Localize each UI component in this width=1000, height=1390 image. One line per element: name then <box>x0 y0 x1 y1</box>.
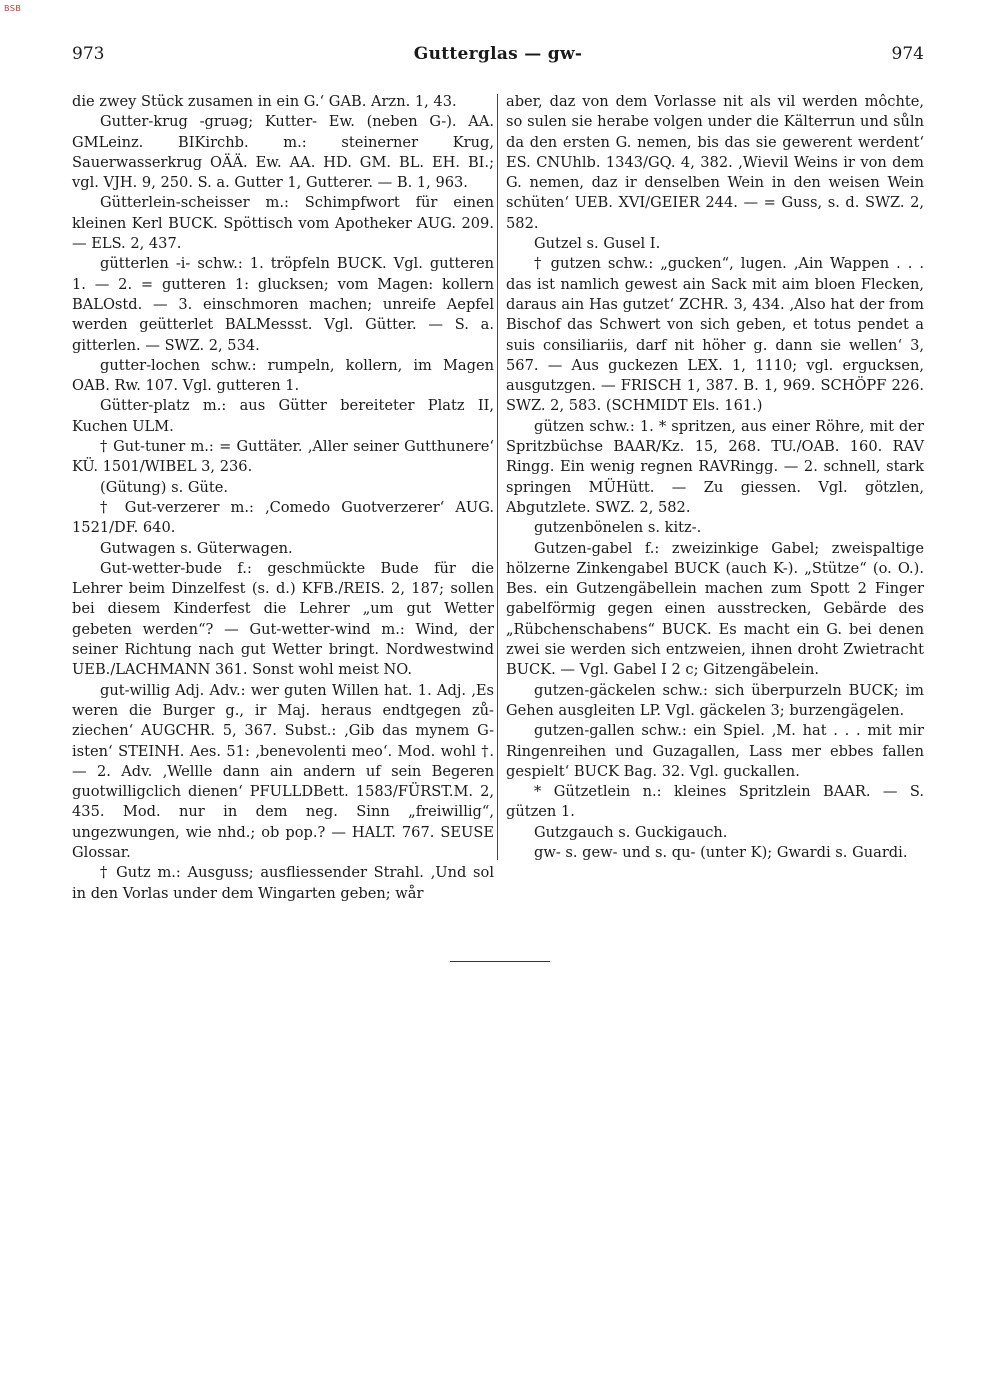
entry-gutzen-gallen: gutzen-gallen schw.: ein Spiel. ‚M. hat . . . mit mir Ringenreihen und Guzagallen, Lass mer ebbes fallen gespielt‘ BUCK Bag. 32. Vgl. guckallen. <box>506 722 924 780</box>
entry-guetterlein-scheisser: Gütterlein-scheisser m.: Schimpfwort für einen kleinen Kerl BUCK. Spöttisch vom Apotheker AUG. 209. — ELS. 2, 437. <box>72 194 494 253</box>
entry-gutzenboenelen: gutzenbönelen s. kitz-. <box>534 519 702 537</box>
entry-guetterlen: gütterlen -i- schw.: 1. tröpfeln BUCK. Vgl. gutteren 1. — 2. = gutteren 1: glucksen; vom Magen: kollern BALOstd. — 3. einschmoren machen; unreife Aepfel werden geütterlet BALMessst. Vgl. Gütter. — S. a. gitterlen. — SWZ. 2, 534. <box>72 255 494 354</box>
left-page-number: 973 <box>72 44 105 64</box>
left-column <box>72 92 494 904</box>
end-rule <box>450 961 550 962</box>
column-divider <box>497 94 498 860</box>
entry-gw: gw- s. gew- und s. qu- (unter K); Gwardi s. Guardi. <box>534 843 908 861</box>
entry-gutzen: † gutzen schw.: „gucken“, lugen. ‚Ain Wappen . . . das ist namlich gewest ain Sack mit aim bloen Flecken, daraus ain Has gutzet‘ ZCHR. 3, 434. ‚Also hat der from Bischof das Schwert von sich geben, et totus pendet a suis consiliariis, darf nit höher g. dann sie wellen‘ 3, 567. — Aus guckezen LEX. 1, 1110; vgl. ergucksen, ausgutzgen. — FRISCH 1, 387. B. 1, 969. SCHÖPF 226. SWZ. 2, 583. (SCHMIDT Els. 161.) <box>506 255 924 415</box>
entry-gutter-krug: Gutter-krug -gruəg; Kutter- Ew. (neben G-). AA. GMLeinz. BIKirchb. m.: steinerner Krug, Sauerwasserkrug OÄÄ. Ew. AA. HD. GM. BL. EH. BI.; vgl. VJH. 9, 250. S. a. Gutter 1, Gutterer. — B. 1, 963. <box>72 113 494 192</box>
entry-gut-wetter-bude: Gut-wetter-bude f.: geschmückte Bude für die Lehrer beim Dinzelfest (s. d.) KFB./REIS. 2, 187; sollen bei diesem Kinderfest die Lehrer „um gut Wetter gebeten werden“? — Gut-wetter-wind m.: Wind, der seiner Richtung nach gut Wetter bringt. Nordwestwind UEB./LACHMANN 361. Sonst wohl meist NO. <box>72 559 494 679</box>
entry-gut-tuner: † Gut-tuner m.: = Guttäter. ‚Aller seiner Gutthunere‘ KÜ. 1501/WIBEL 3, 236. <box>72 438 494 476</box>
right-column <box>506 92 924 863</box>
library-stamp: BSB <box>4 4 22 13</box>
entry-guetzen: gützen schw.: 1. * spritzen, aus einer Röhre, mit der Spritzbüchse BAAR/Kz. 15, 268. TU./OAB. 160. RAV Ringg. Ein wenig regnen RAVRingg. — 2. schnell, stark springen MÜHütt. — Zu giessen. Vgl. götzlen, Abgutzlete. SWZ. 2, 582. <box>506 417 924 516</box>
entry-gutzen-gaeckelen: gutzen-gäckelen schw.: sich überpurzeln BUCK; im Gehen ausgleiten LP. Vgl. gäckelen 3; burzengägelen. <box>506 681 924 719</box>
entry-guetzetlein: * Gützetlein n.: kleines Spritzlein BAAR. — S. gützen 1. <box>506 783 924 821</box>
running-title: Gutterglas — gw- <box>413 44 583 64</box>
page-header <box>72 44 924 74</box>
entry-gutzel: Gutzel s. Gusel I. <box>534 235 661 253</box>
entry-gutzen-gabel: Gutzen-gabel f.: zweizinkige Gabel; zweispaltige hölzerne Zinkengabel BUCK (auch K-). „Stütze“ (o. O.). Bes. ein Gutzengäbellein machen zum Spott 2 Finger gabelförmig gegen einen ausstrecken, Gebärde des „Rübchenschabens“ BUCK. Es macht ein G. bei denen zwei sie werden sich entzweien, ihnen droht Zwietracht BUCK. — Vgl. Gabel I 2 c; Gitzengäbelein. <box>506 539 924 679</box>
entry-gutter-lochen: gutter-lochen schw.: rumpeln, kollern, im Magen OAB. Rw. 107. Vgl. gutteren 1. <box>72 356 494 395</box>
entry-gut-verzerer: † Gut-verzerer m.: ‚Comedo Guotverzerer‘ AUG. 1521/DF. 640. <box>72 498 494 537</box>
entry-guetter-platz: Gütter-platz m.: aus Gütter bereiteter Platz II, Kuchen ULM. <box>72 397 494 435</box>
entry-gutzgauch: Gutzgauch s. Guckigauch. <box>534 823 728 841</box>
entry-guetung: (Gütung) s. Güte. <box>100 478 229 496</box>
entry-gut-willig: gut-willig Adj. Adv.: wer guten Willen hat. 1. Adj. ‚Es weren die Burger g., ir Maj. heraus endtgegen zů-ziechen‘ AUGCHR. 5, 367. Subst.: ‚Gib das mynem G-isten‘ STEINH. Aes. 51: ‚benevolenti meo‘. Mod. wohl †. — 2. Adv. ‚Wellle dann ain andern uf sein Begeren guotwilligclich dienen‘ PFULLDBett. 1583/FÜRST.M. 2, 435. Mod. nur in dem neg. Sinn „freiwillig“, ungezwungen, wie nhd.; ob pop.? — HALT. 767. SEUSE Glossar. <box>72 681 494 861</box>
right-page-number: 974 <box>891 44 924 64</box>
entry-gutz-continuation: aber, daz von dem Vorlasse nit als vil werden môchte, so sulen sie herabe volgen under die Kälterrun und sůln da den ersten G. nemen, bis das sie gewerent werdent‘ ES. CNUhlb. 1343/GQ. 4, 382. ‚Wievil Weins ir von dem G. nemen, daz ir denselben Wein in den weisen Wein schüten‘ UEB. XVI/GEIER 244. — = Guss, s. d. SWZ. 2, 582. <box>506 93 924 232</box>
entry-gutwagen: Gutwagen s. Güterwagen. <box>100 539 293 557</box>
entry-continuation: die zwey Stück zusamen in ein G.‘ GAB. Arzn. 1, 43. <box>72 93 457 110</box>
entry-gutz: † Gutz m.: Ausguss; ausfliessender Strahl. ‚Und sol in den Vorlas under dem Wingarten geben; wår <box>72 864 494 902</box>
